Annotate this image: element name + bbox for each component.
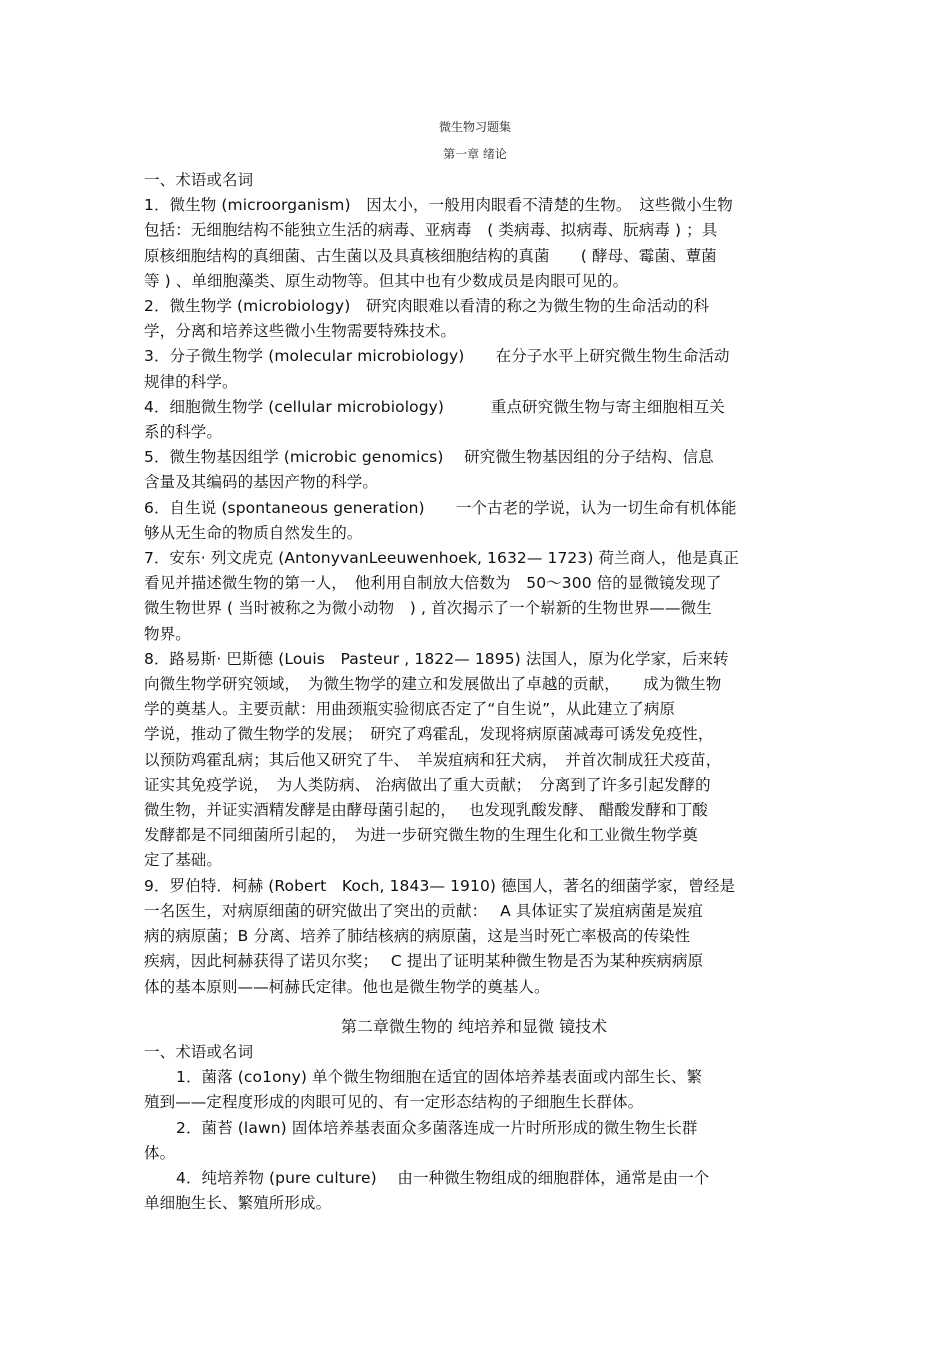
text-line: 包括：无细胞结构不能独立生活的病毒、亚病毒 ( 类病毒、拟病毒、朊病毒 ) ；具 (144, 221, 718, 240)
text-line: 病的病原菌；B 分离、培养了肺结核病的病原菌，这是当时死亡率极高的传染性 (144, 927, 691, 946)
text-line: 1．菌落 (co1ony) 单个微生物细胞在适宜的固体培养基表面或内部生长、繁 (176, 1068, 703, 1087)
text-line: 看见并描述微生物的第一人， 他利用自制放大倍数为 50～300 倍的显微镜发现了 (144, 574, 722, 593)
chapter-2-title: 第二章微生物的 纯培养和显微 镜技术 (340, 1017, 608, 1036)
text-line: 以预防鸡霍乱病；其后他又研究了牛、 羊炭疽病和狂犬病， 并首次制成狂犬疫苗， (144, 750, 722, 769)
text-line: 2．菌苔 (lawn) 固体培养基表面众多菌落连成一片时所形成的微生物生长群 (176, 1118, 698, 1137)
text-line: 原核细胞结构的真细菌、古生菌以及具真核细胞结构的真菌 ( 酵母、霉菌、蕈菌 (144, 246, 717, 265)
chapter-2-body (144, 1040, 824, 1216)
chapter-1-title: 第一章 绪论 (443, 147, 507, 161)
text-line: 4．细胞微生物学 (cellular microbiology) 重点研究微生物与寄主细胞相互关 (144, 397, 725, 416)
text-line: 3．分子微生物学 (molecular microbiology) 在分子水平上研究微生物生命活动 (144, 347, 730, 366)
text-line: 体的基本原则——柯赫氏定律。他也是微生物学的奠基人。 (144, 977, 550, 996)
text-line: 5．微生物基因组学 (microbic genomics) 研究微生物基因组的分子结构、信息 (144, 448, 714, 467)
text-line: 规律的科学。 (144, 372, 238, 391)
text-line: 1．微生物 (microorganism) 因太小，一般用肉眼看不清楚的生物。 这些微小生物 (144, 196, 733, 215)
text-line: 够从无生命的物质自然发生的。 (144, 523, 363, 542)
text-line: 9．罗伯特．柯赫 (Robert Koch, 1843— 1910) 德国人，著名的细菌学家，曾经是 (144, 876, 736, 895)
text-line: 向微生物学研究领域， 为微生物学的建立和发展做出了卓越的贡献， 成为微生物 (144, 675, 722, 694)
text-line: 2．微生物学 (microbiology) 研究肉眼难以看清的称之为微生物的生命活动的科 (144, 297, 710, 316)
text-line: 证实其免疫学说， 为人类防病、 治病做出了重大贡献； 分离到了许多引起发酵的 (144, 775, 711, 794)
text-line: 物界。 (144, 624, 191, 643)
text-line: 学说，推动了微生物学的发展； 研究了鸡霍乱，发现将病原菌减毒可诱发免疫性， (144, 725, 714, 744)
text-line: 学，分离和培养这些微小生物需要特殊技术。 (144, 322, 457, 341)
text-line: 含量及其编码的基因产物的科学。 (144, 473, 379, 492)
text-line: 4．纯培养物 (pure culture) 由一种微生物组成的细胞群体，通常是由一个 (176, 1169, 710, 1188)
text-line: 6．自生说 (spontaneous generation) 一个古老的学说，认为一切生命有机体能 (144, 498, 737, 517)
text-line: 学的奠基人。主要贡献：用曲颈瓶实验彻底否定了“自生说”，从此建立了病原 (144, 700, 676, 719)
text-line: 疾病，因此柯赫获得了诺贝尔奖； C 提出了证明某种微生物是否为某种疾病病原 (144, 952, 704, 971)
section-heading: 一、术语或名词 (144, 171, 254, 189)
text-line: 8．路易斯· 巴斯德 (Louis Pasteur , 1822— 1895) 法国人，原为化学家，后来转 (144, 649, 729, 668)
text-line: 7．安东· 列文虎克 (AntonyvanLeeuwenhoek, 1632— 1723) 荷兰商人，他是真正 (144, 549, 739, 568)
text-line: 发酵都是不同细菌所引起的， 为进一步研究微生物的生理生化和工业微生物学奠 (144, 826, 698, 845)
section-heading: 一、术语或名词 (144, 1043, 254, 1061)
chapter-1-body (144, 168, 824, 1000)
text-line: 体。 (144, 1143, 176, 1162)
text-line: 单细胞生长、繁殖所形成。 (144, 1194, 332, 1213)
text-line: 一名医生，对病原细菌的研究做出了突出的贡献： A 具体证实了炭疽病菌是炭疽 (144, 901, 704, 920)
text-line: 微生物，并证实酒精发酵是由酵母菌引起的， 也发现乳酸发酵、 醋酸发酵和丁酸 (144, 801, 708, 820)
text-line: 系的科学。 (144, 423, 223, 442)
text-line: 等 ) 、单细胞藻类、原生动物等。但其中也有少数成员是肉眼可见的。 (144, 271, 629, 290)
text-line: 微生物世界 ( 当时被称之为微小动物 ) , 首次揭示了一个崭新的生物世界——微生 (144, 599, 712, 618)
document-title: 微生物习题集 (438, 120, 511, 134)
text-line: 殖到——定程度形成的肉眼可见的、有一定形态结构的子细胞生长群体。 (144, 1093, 644, 1112)
text-line: 定了基础。 (144, 851, 223, 870)
